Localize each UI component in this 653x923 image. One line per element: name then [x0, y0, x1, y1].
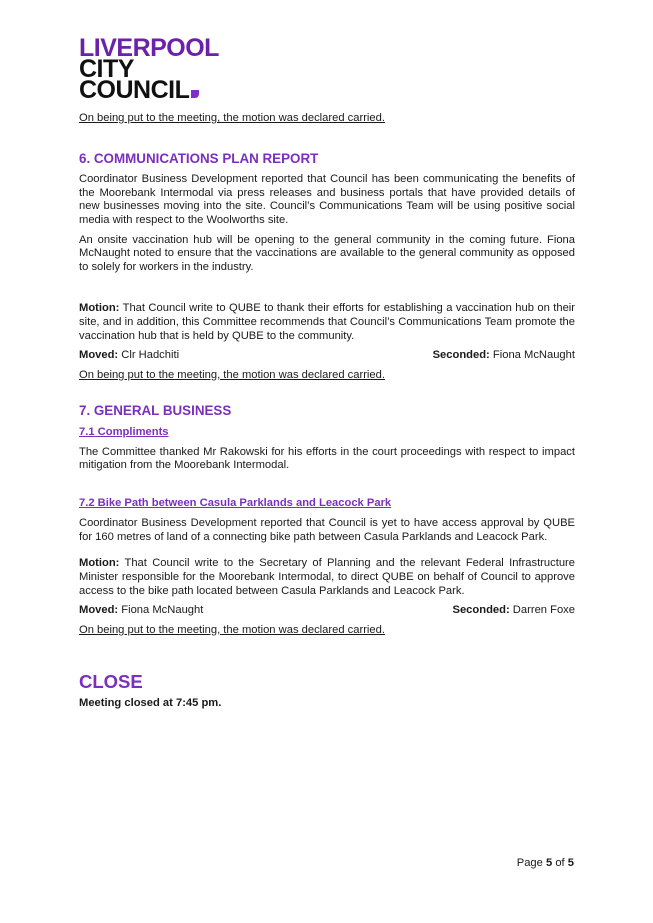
carried-statement-top: On being put to the meeting, the motion was declared carried.: [79, 112, 385, 124]
section-6-moved-seconded: [79, 349, 575, 363]
section-6-motion: [79, 302, 575, 343]
seconded-label: Seconded:: [452, 604, 510, 617]
page-label: Page: [516, 857, 546, 869]
motion-label: Motion:: [79, 557, 120, 570]
section-7-1-heading: 7.1 Compliments: [79, 425, 169, 438]
section-7-heading: 7. GENERAL BUSINESS: [79, 403, 232, 419]
seconded-label: Seconded:: [432, 349, 490, 362]
section-7-2-heading: 7.2 Bike Path between Casula Parklands and Leacock Park: [79, 496, 392, 509]
moved: [79, 349, 179, 363]
of-label: of: [552, 857, 568, 869]
council-logo: [79, 34, 219, 104]
moved-label: Moved:: [79, 604, 119, 617]
page-number: [517, 857, 574, 869]
document-body: [79, 112, 575, 711]
close-heading: CLOSE: [79, 671, 143, 693]
motion-text: That Council write to the Secretary of Planning and the relevant Federal Infrastructure Minister responsible for the Moorebank Intermodal, to direct QUBE on behalf of Council to approve access to the bike path located between Casula Parklands and Leacock Park.: [79, 557, 575, 597]
meeting-closed-text: [79, 697, 575, 711]
section-7-1-para: The Committee thanked Mr Rakowski for his efforts in the court proceedings with respect to impact mitigation from the Moorebank Intermodal.: [79, 445, 575, 472]
logo-line-1: LIVERPOOL: [79, 34, 219, 62]
section-7-moved-seconded: [79, 604, 575, 618]
moved: [79, 604, 203, 618]
logo-dot-icon: [191, 90, 199, 98]
seconded-value: Fiona McNaught: [489, 349, 575, 362]
section-6-carried: On being put to the meeting, the motion was declared carried.: [79, 368, 385, 381]
motion-text: That Council write to QUBE to thank their efforts for establishing a vaccination hub on their site, and in addition, this Committee recommends that Council’s Communications Team promote the vaccination hub that is held by QUBE to the community.: [79, 302, 575, 342]
seconded: [453, 604, 576, 618]
section-6-heading: 6. COMMUNICATIONS PLAN REPORT: [79, 150, 319, 166]
logo-line-2: CITY: [79, 55, 134, 83]
section-6-para-1: Coordinator Business Development reported that Council has been communicating the benefits of the Moorebank Intermodal via press releases and business portals that have provided details of new businesses moving into the site. Council’s Communications Team will be using positive social media with respect to the Woolworths site.: [79, 173, 575, 226]
section-7-2-para: Coordinator Business Development reported that Council is yet to have access approval by QUBE for 160 metres of land of a connecting bike path between Casula Parklands and Leacock Park.: [79, 517, 575, 543]
moved-value: Fiona McNaught: [118, 604, 204, 617]
page-current: 5: [545, 857, 553, 869]
page-total: 5: [567, 857, 574, 869]
section-7-motion: [79, 557, 575, 598]
section-6-para-2: An onsite vaccination hub will be opening to the general community in the coming future. Fiona McNaught noted to ensure that the vaccinations are available to the general community as opposed to solely for workers in the industry.: [79, 233, 575, 273]
seconded: [433, 349, 575, 363]
seconded-value: Darren Foxe: [509, 604, 575, 617]
logo-line-3: [79, 76, 219, 104]
motion-label: Motion:: [79, 302, 120, 315]
moved-label: Moved:: [79, 349, 119, 362]
moved-value: Clr Hadchiti: [118, 349, 180, 362]
meeting-closed-bold: Meeting closed at 7:45 pm.: [79, 697, 222, 710]
section-7-carried: On being put to the meeting, the motion was declared carried.: [79, 623, 385, 636]
logo-line-3-text: COUNCIL: [79, 76, 190, 104]
